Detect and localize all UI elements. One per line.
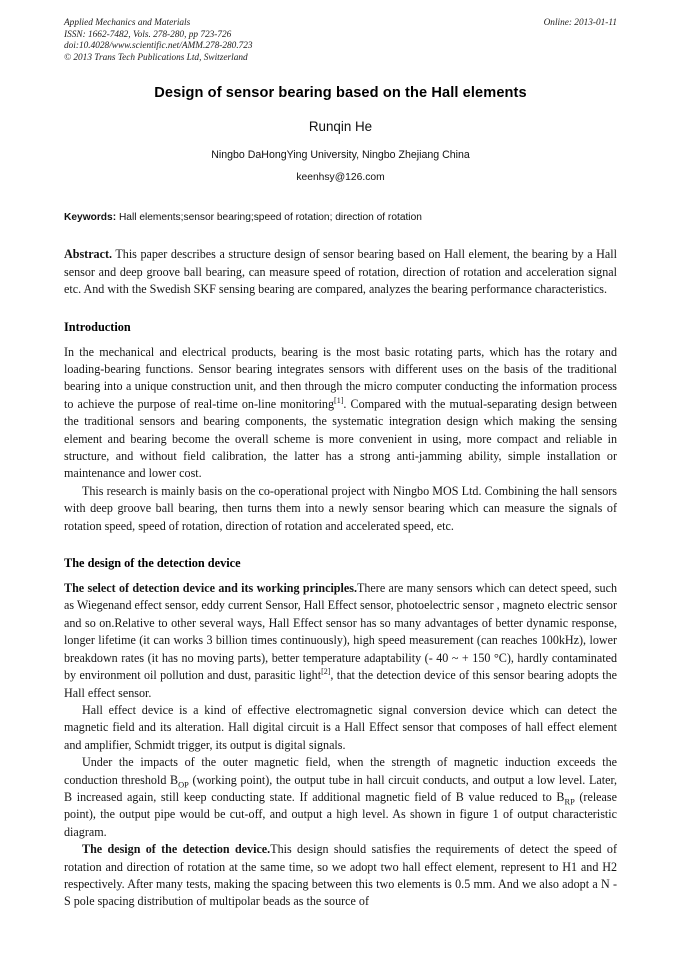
introduction-p1-text-a: In the mechanical and electrical products, bearing is the most basic rotating parts, which has the rotary and loading-bearing functions. Sensor bearing integrates sensors with different uses on the basis of the traditional bearing into a unique construction unit, and then through the micro computer conducting the information process to achieve the purpose of real-time on-line monitoring (64, 344, 617, 411)
detection-device-p3-text-c: (release point), the output pipe would be cut-off, and output a high level. As shown in figure 1 of output characteristic diagram. (64, 789, 617, 839)
detection-device-p3-text-b: (working point), the output tube in hall circuit conducts, and output a low level. Later, B increased again, still keep conducting state. If additional magnetic field of B value reduced to B (64, 772, 618, 804)
subheading-design-of-detection-device: The design of the detection device. (82, 842, 271, 857)
section-heading-detection-device: The design of the detection device (64, 556, 241, 571)
journal-name: Applied Mechanics and Materials (64, 18, 191, 28)
keywords-label: Keywords: (64, 212, 117, 224)
author-affiliation: Ningbo DaHongYing University, Ningbo Zhejiang China (211, 149, 470, 162)
journal-copyright-line: © 2013 Trans Tech Publications Ltd, Switzerland (64, 52, 248, 63)
introduction-p1-text-b: . Compared with the mutual-separating design between the traditional sensors and bearing components, the systematic integration design which making the sensing element and bearing become the overall scheme is more convenient in using, more compact and reliable in structure, and without field calibration, the latter has a strong anti-jamming ability, simple installation or maintenance and lower cost. (64, 396, 617, 481)
detection-device-p3-text-a: Under the impacts of the outer magnetic field, when the strength of magnetic induction exceeds the conduction threshold B (64, 755, 617, 787)
online-date: Online: 2013-01-11 (543, 18, 617, 28)
paper-title: Design of sensor bearing based on the Hall elements (154, 85, 527, 102)
detection-device-p4-text: This design should satisfies the requirements of detect the speed of rotation and direction of rotation at the same time, so we adopt two hall effect element, represent to H1 and H2 respectively. After many tests, making the spacing between this two elements is 0.5 mm. And we also adopt a N - S pole spacing distribution of multipolar beads as the source of (64, 842, 617, 909)
journal-doi-line: doi:10.4028/www.scientific.net/AMM.278-280.723 (64, 41, 253, 52)
journal-header (64, 18, 617, 64)
detection-device-p1-text-a: There are many sensors which can detect speed, such as Wiegenand effect sensor, eddy current Sensor, Hall Effect sensor, photoelectric sensor , magneto electric sensor and so on.Relative to other several ways, Hall Effect sensor has so many advantages of better dynamic response, longer lifetime (it can works 3 billion times continuously), high speed measurement (can reaches 100kHz), lower breakdown rates (it has no moving parts), better temperature adaptability (- 40 ~ + 150 °C), hardly contaminated by environment oil pollution and dust, parasitic light (64, 581, 617, 683)
detection-device-paragraph-3 (64, 754, 617, 841)
abstract-label: Abstract. (64, 247, 113, 262)
abstract-paragraph (64, 246, 617, 298)
author-name: Runqin He (308, 119, 373, 135)
introduction-paragraph-2: This research is mainly basis on the co-operational project with Ningbo MOS Ltd. Combining the hall sensors with deep groove ball bearing, then turns them into a newly sensor bearing which can measure the signals of rotation speed, speed of rotation, direction of rotation and accelerated speed, etc. (64, 483, 617, 533)
subheading-select-of-detection-device: The select of detection device and its working principles. (64, 581, 357, 596)
abstract-text: This paper describes a structure design of sensor bearing based on Hall element, the bearing by a Hall sensor and deep groove ball bearing, can measure speed of rotation, direction of rotation and acceleration signal etc. And with the Swedish SKF sensing bearing are compared, analyzes the bearing performance characteristics. (64, 247, 617, 297)
citation-ref-2: [2] (321, 667, 331, 677)
citation-ref-1: [1] (334, 395, 344, 405)
page-content (64, 18, 617, 911)
detection-device-paragraph-2: Hall effect device is a kind of effective electromagnetic signal conversion device which can detect the magnetic field and its alteration. Hall digital circuit is a Hall Effect sensor that composes of hall effect element and amplifier, Schmidt trigger, its output is digital signals. (64, 702, 617, 752)
journal-issn-line: ISSN: 1662-7482, Vols. 278-280, pp 723-726 (64, 29, 232, 40)
keywords-line (64, 211, 617, 225)
section-heading-introduction: Introduction (64, 319, 131, 334)
detection-device-paragraph-4 (64, 841, 617, 911)
detection-device-paragraph-1 (64, 580, 617, 702)
author-email: keenhsy@126.com (296, 172, 385, 184)
detection-device-p1-text-b: , that the detection device of this sensor bearing adopts the Hall effect sensor. (64, 668, 617, 700)
subscript-bop: OP (178, 779, 189, 789)
subscript-brp: RP (564, 797, 575, 807)
keywords-text: Hall elements;sensor bearing;speed of rotation; direction of rotation (118, 212, 422, 224)
introduction-paragraph-1 (64, 344, 617, 483)
